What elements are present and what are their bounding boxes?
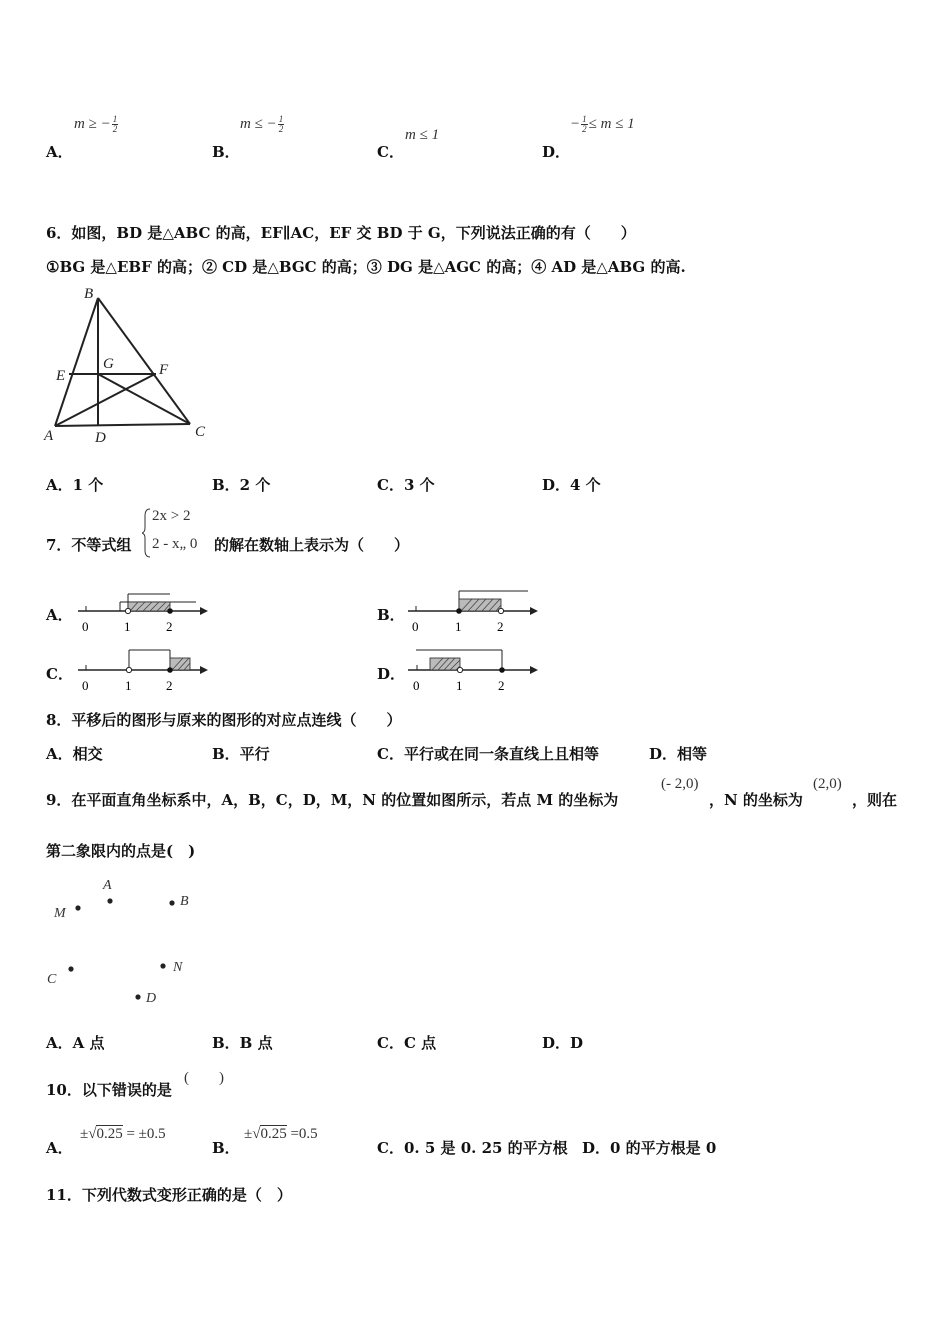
q10-paren: ( ) bbox=[184, 1070, 224, 1086]
point-a bbox=[107, 898, 112, 903]
side-ac bbox=[55, 424, 190, 426]
q10-option-b-label: B． bbox=[212, 1139, 240, 1157]
q10-option-c: C．0. 5 是 0. 25 的平方根 bbox=[377, 1139, 568, 1157]
q6-option-a: A．1 个 bbox=[46, 476, 104, 494]
system-line-2: 2 - x„ 0 bbox=[152, 536, 198, 552]
q7-number-line-a bbox=[70, 585, 210, 645]
tick-1: 1 bbox=[124, 619, 131, 634]
q11-stem: 11．下列代数式变形正确的是（ ） bbox=[46, 1186, 292, 1204]
q7-stem-pre: 7．不等式组 bbox=[46, 536, 132, 554]
q7-option-b-label: B． bbox=[377, 606, 405, 624]
label-m: M bbox=[54, 906, 66, 921]
tick-0: 0 bbox=[82, 619, 89, 634]
tick-0: 0 bbox=[413, 678, 420, 693]
q6-option-b: B．2 个 bbox=[212, 476, 271, 494]
radicand: 0.25 bbox=[260, 1126, 287, 1142]
q6-option-d: D．4 个 bbox=[542, 476, 601, 494]
q7-option-d-label: D． bbox=[377, 665, 406, 683]
denominator: 2 bbox=[582, 124, 587, 134]
q8-stem: 8．平移后的图形与原来的图形的对应点连线（ ） bbox=[46, 711, 402, 729]
plus-minus: ± bbox=[244, 1126, 253, 1142]
q7-option-c-label: C． bbox=[46, 665, 73, 683]
q9-m-coordinate: (- 2,0) bbox=[661, 776, 699, 792]
label-b: B bbox=[180, 894, 189, 909]
numerator: 1 bbox=[278, 114, 284, 124]
fraction bbox=[278, 115, 285, 134]
equation-rhs: =0.5 bbox=[290, 1126, 318, 1142]
tick-1: 1 bbox=[125, 678, 132, 693]
q7-number-line-b bbox=[400, 585, 540, 645]
q8-option-d: D．相等 bbox=[649, 745, 708, 763]
option-label: B． bbox=[212, 143, 240, 161]
system-line-1: 2x > 2 bbox=[152, 508, 191, 524]
q9-option-a: A．A 点 bbox=[46, 1034, 105, 1052]
label-g: G bbox=[103, 356, 114, 372]
option-label: D． bbox=[542, 143, 571, 161]
q8-option-c: C．平行或在同一条直线上且相等 bbox=[377, 745, 599, 763]
option-label: A． bbox=[46, 143, 73, 161]
q10-stem: 10．以下错误的是 bbox=[46, 1081, 172, 1099]
tick-2: 2 bbox=[497, 619, 504, 634]
math-text: m ≥ − bbox=[74, 115, 111, 132]
point-n bbox=[160, 963, 165, 968]
plus-minus: ± bbox=[80, 1126, 89, 1142]
label-c: C bbox=[195, 424, 206, 440]
q5-option-a-math bbox=[74, 115, 119, 134]
q7-stem-post: 的解在数轴上表示为（ ） bbox=[214, 536, 410, 554]
tick-0: 0 bbox=[412, 619, 419, 634]
tick-2: 2 bbox=[166, 678, 173, 693]
radicand: 0.25 bbox=[96, 1126, 123, 1142]
q9-stem-mid: ，N 的坐标为 bbox=[709, 791, 803, 809]
q9-stem-pre: 9．在平面直角坐标系中，A，B，C，D，M，N 的位置如图所示，若点 M 的坐标为 bbox=[46, 791, 619, 809]
q5-option-c-math: m ≤ 1 bbox=[405, 127, 440, 143]
math-text: m ≤ − bbox=[240, 115, 277, 132]
tick-2: 2 bbox=[498, 678, 505, 693]
math-text: ≤ m ≤ 1 bbox=[588, 115, 635, 132]
q7-number-line-c bbox=[70, 644, 210, 704]
equation-rhs: = ±0.5 bbox=[126, 1126, 166, 1142]
math-text: − bbox=[570, 115, 581, 132]
denominator: 2 bbox=[112, 124, 118, 134]
tick-0: 0 bbox=[82, 678, 89, 693]
fraction bbox=[112, 115, 119, 134]
q9-points-figure bbox=[40, 870, 220, 1015]
q9-stem-line2: 第二象限内的点是( ) bbox=[46, 842, 196, 860]
option-label: C． bbox=[377, 143, 404, 161]
label-a: A bbox=[103, 878, 112, 893]
tick-1: 1 bbox=[456, 678, 463, 693]
label-f: F bbox=[159, 362, 169, 378]
q6-statements: ①BG 是△EBF 的高；② CD 是△BGC 的高；③ DG 是△AGC 的高；④ AD 是△ABG 的高. bbox=[46, 258, 686, 276]
label-n: N bbox=[173, 960, 183, 975]
label-a: A bbox=[44, 428, 54, 444]
denominator: 2 bbox=[278, 124, 284, 134]
q7-number-line-d bbox=[400, 644, 540, 704]
tick-2: 2 bbox=[166, 619, 173, 634]
q9-n-coordinate: (2,0) bbox=[813, 776, 842, 792]
q8-option-a: A．相交 bbox=[46, 745, 103, 763]
label-b: B bbox=[84, 286, 94, 302]
segment-gc bbox=[98, 374, 190, 424]
q7-option-a-label: A． bbox=[46, 606, 73, 624]
numerator: 1 bbox=[582, 114, 587, 124]
q10-option-b-math bbox=[244, 1126, 318, 1143]
fraction bbox=[581, 115, 588, 134]
q5-option-d-math bbox=[570, 115, 635, 134]
radical-sign: √ bbox=[252, 1126, 261, 1142]
q10-option-a-math bbox=[80, 1126, 166, 1143]
point-b bbox=[169, 900, 174, 905]
q9-option-b: B．B 点 bbox=[212, 1034, 273, 1052]
point-m bbox=[75, 905, 80, 910]
q8-option-b: B．平行 bbox=[212, 745, 270, 763]
tick-1: 1 bbox=[455, 619, 462, 634]
left-brace bbox=[142, 508, 152, 558]
label-e: E bbox=[56, 368, 66, 384]
q9-option-d: D．D bbox=[542, 1034, 584, 1052]
q6-triangle-figure bbox=[40, 282, 220, 447]
q6-stem: 6．如图，BD 是△ABC 的高，EF∥AC，EF 交 BD 于 G，下列说法正确的有（ ） bbox=[46, 224, 636, 242]
point-d bbox=[135, 994, 140, 999]
q9-option-c: C．C 点 bbox=[377, 1034, 437, 1052]
point-c bbox=[68, 966, 73, 971]
label-c: C bbox=[47, 972, 57, 987]
label-d: D bbox=[95, 430, 106, 446]
q5-option-b-math bbox=[240, 115, 285, 134]
radical-sign: √ bbox=[88, 1126, 97, 1142]
q6-option-c: C．3 个 bbox=[377, 476, 435, 494]
q9-stem-post: ，则在 bbox=[852, 791, 898, 809]
numerator: 1 bbox=[112, 114, 118, 124]
q10-option-d: D．0 的平方根是 0 bbox=[582, 1139, 717, 1157]
q10-option-a-label: A． bbox=[46, 1139, 73, 1157]
label-d: D bbox=[146, 991, 157, 1006]
